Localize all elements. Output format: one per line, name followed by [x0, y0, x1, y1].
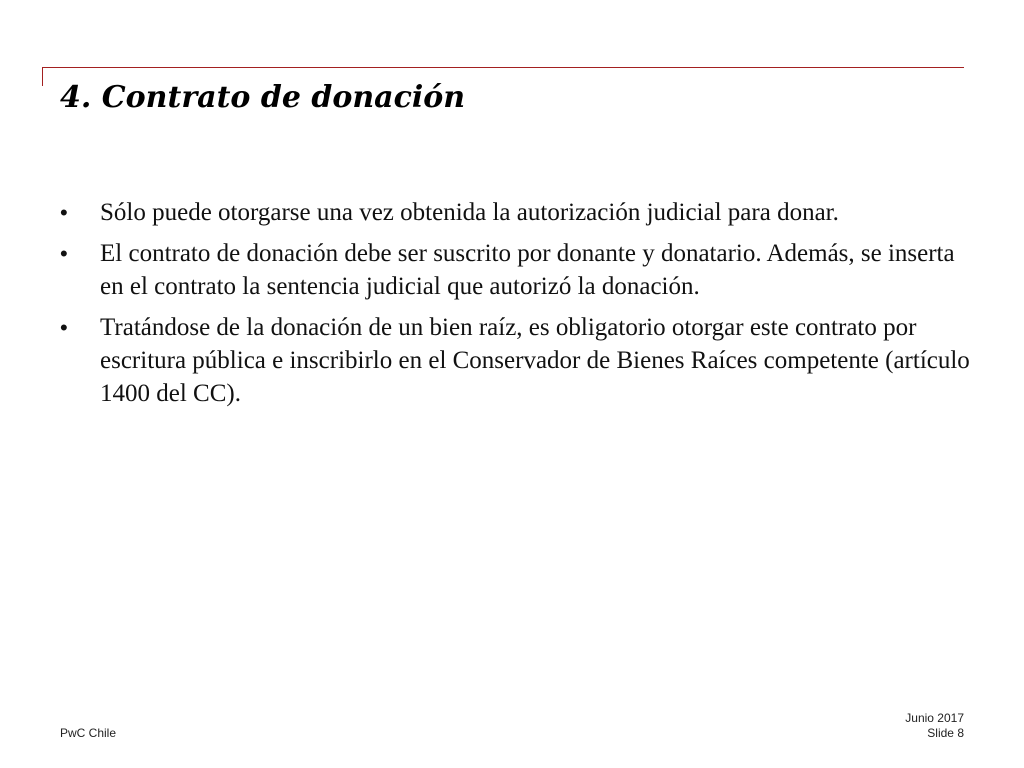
- bullet-text: Tratándose de la donación de un bien raíz, es obligatorio otorgar este contrato por escritura pública e inscribirlo en el Conservador de Bienes Raíces competente (artículo 1400 del CC).: [100, 314, 970, 407]
- slide-title: 4. Contrato de donación: [60, 80, 466, 115]
- bullet-text: Sólo puede otorgarse una vez obtenida la autorización judicial para donar.: [100, 199, 839, 226]
- footer-slide-number: Slide 8: [927, 726, 964, 740]
- bullet-item: [60, 196, 972, 229]
- footer-meta: [905, 711, 964, 741]
- bullet-marker: •: [60, 315, 68, 340]
- header-rule: [42, 67, 964, 68]
- bullet-marker: •: [60, 200, 68, 225]
- footer-date: Junio 2017: [905, 711, 964, 725]
- footer-company: PwC Chile: [60, 726, 117, 740]
- bullet-item: [60, 311, 972, 410]
- bullet-text: El contrato de donación debe ser suscrito por donante y donatario. Además, se inserta en el contrato la sentencia judicial que autorizó la donación.: [100, 240, 955, 300]
- bullet-marker: •: [60, 241, 68, 266]
- header-rule-tick: [42, 67, 43, 86]
- bullet-list: [60, 196, 972, 418]
- bullet-item: [60, 237, 972, 303]
